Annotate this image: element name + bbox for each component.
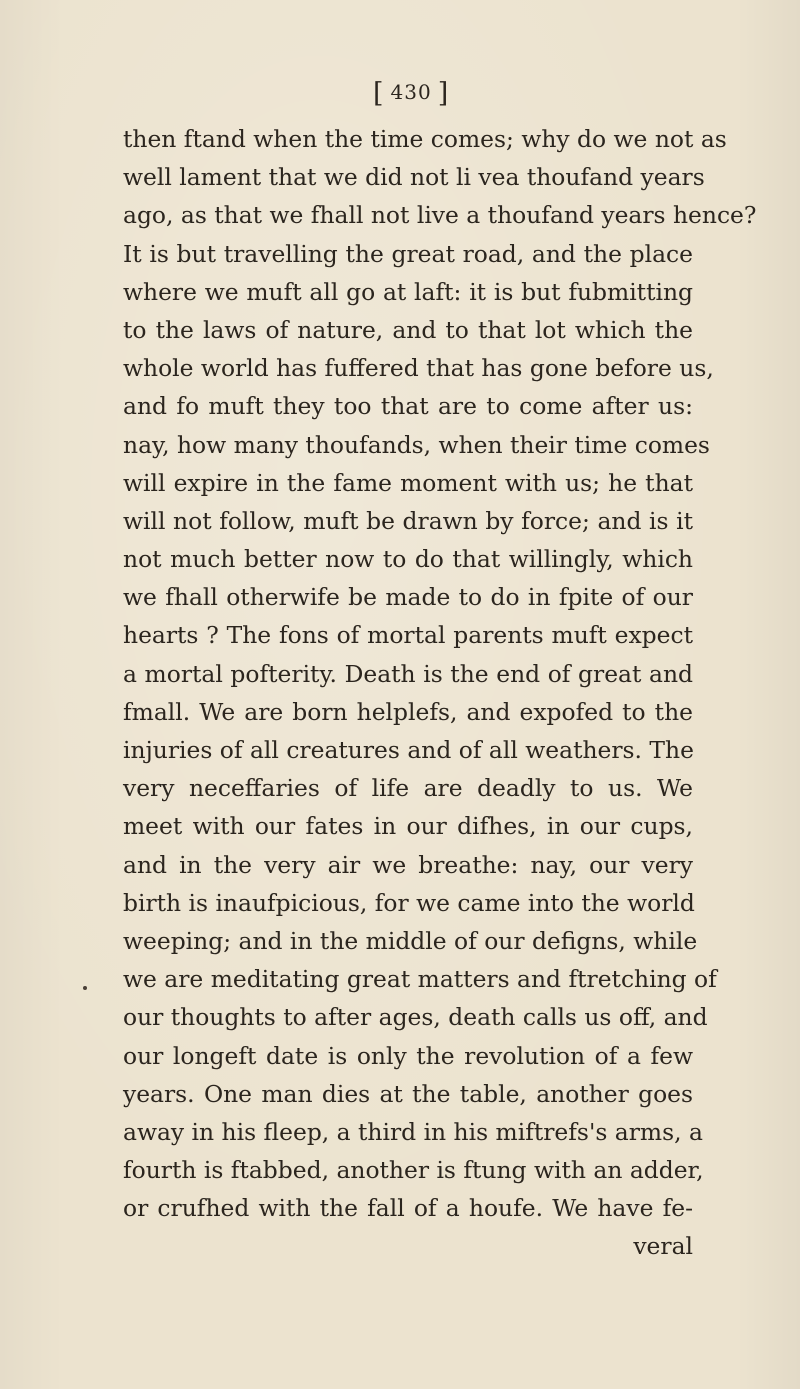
text-line: It is but travelling the great road, and the place [123,239,693,268]
text-line-catchword: veral [633,1232,693,1261]
text-line: fourth is ftabbed, another is ftung with an adder, [123,1156,704,1185]
text-line: will not follow, muft be drawn by force; and is it [123,506,693,535]
text-line: we fhall otherwife be made to do in fpite of our [123,583,693,612]
text-line: weeping; and in the middle of our defigns, while [123,926,698,955]
text-line: away in his fleep, a third in his miftrefs's arms, a [123,1117,703,1146]
text-line: or crufhed with the fall of a houfe. We have fe- [123,1194,693,1223]
open-bracket: [ [373,78,385,109]
text-line: birth is inaufpicious, for we came into the world [123,888,695,917]
text-line: and in the very air we breathe: nay, our very [123,850,693,879]
text-line: years. One man dies at the table, another goes [123,1079,693,1108]
text-line: hearts ? The fons of mortal parents muft expect [123,621,693,650]
ink-mark [83,986,87,990]
text-line: and fo muft they too that are to come after us: [123,392,693,421]
text-line: whole world has fuffered that has gone before us, [123,354,714,383]
text-line: injuries of all creatures and of all weathers. The [123,736,694,764]
text-line: our thoughts to after ages, death calls us off, and [123,1003,708,1032]
text-line: to the laws of nature, and to that lot which the [123,315,693,344]
text-line: meet with our fates in our difhes, in our cups, [123,812,693,841]
text-line: a mortal pofterity. Death is the end of great and [123,659,693,688]
page-header [373,78,449,109]
text-line: where we muft all go at laft: it is but fubmitting [123,277,693,306]
text-line: very neceffaries of life are deadly to us. We [123,774,693,803]
text-line: ago, as that we fhall not live a thoufand years hence? [123,201,757,230]
body-text [123,120,757,1266]
close-bracket: ] [437,78,450,109]
page-number: 430 [390,80,432,104]
text-line: our longeft date is only the revolution of a few [123,1041,693,1070]
text-line: fmall. We are born helplefs, and expofed to the [123,697,693,726]
text-line: we are meditating great matters and ftretching of [123,965,717,994]
text-line: then ftand when the time comes; why do we not as [123,125,727,153]
text-line: not much better now to do that willingly, which [123,545,693,574]
text-line: well lament that we did not li vea thoufand years [123,163,705,192]
text-line: nay, how many thoufands, when their time comes [123,430,710,459]
text-line: will expire in the fame moment with us; he that [123,468,693,497]
